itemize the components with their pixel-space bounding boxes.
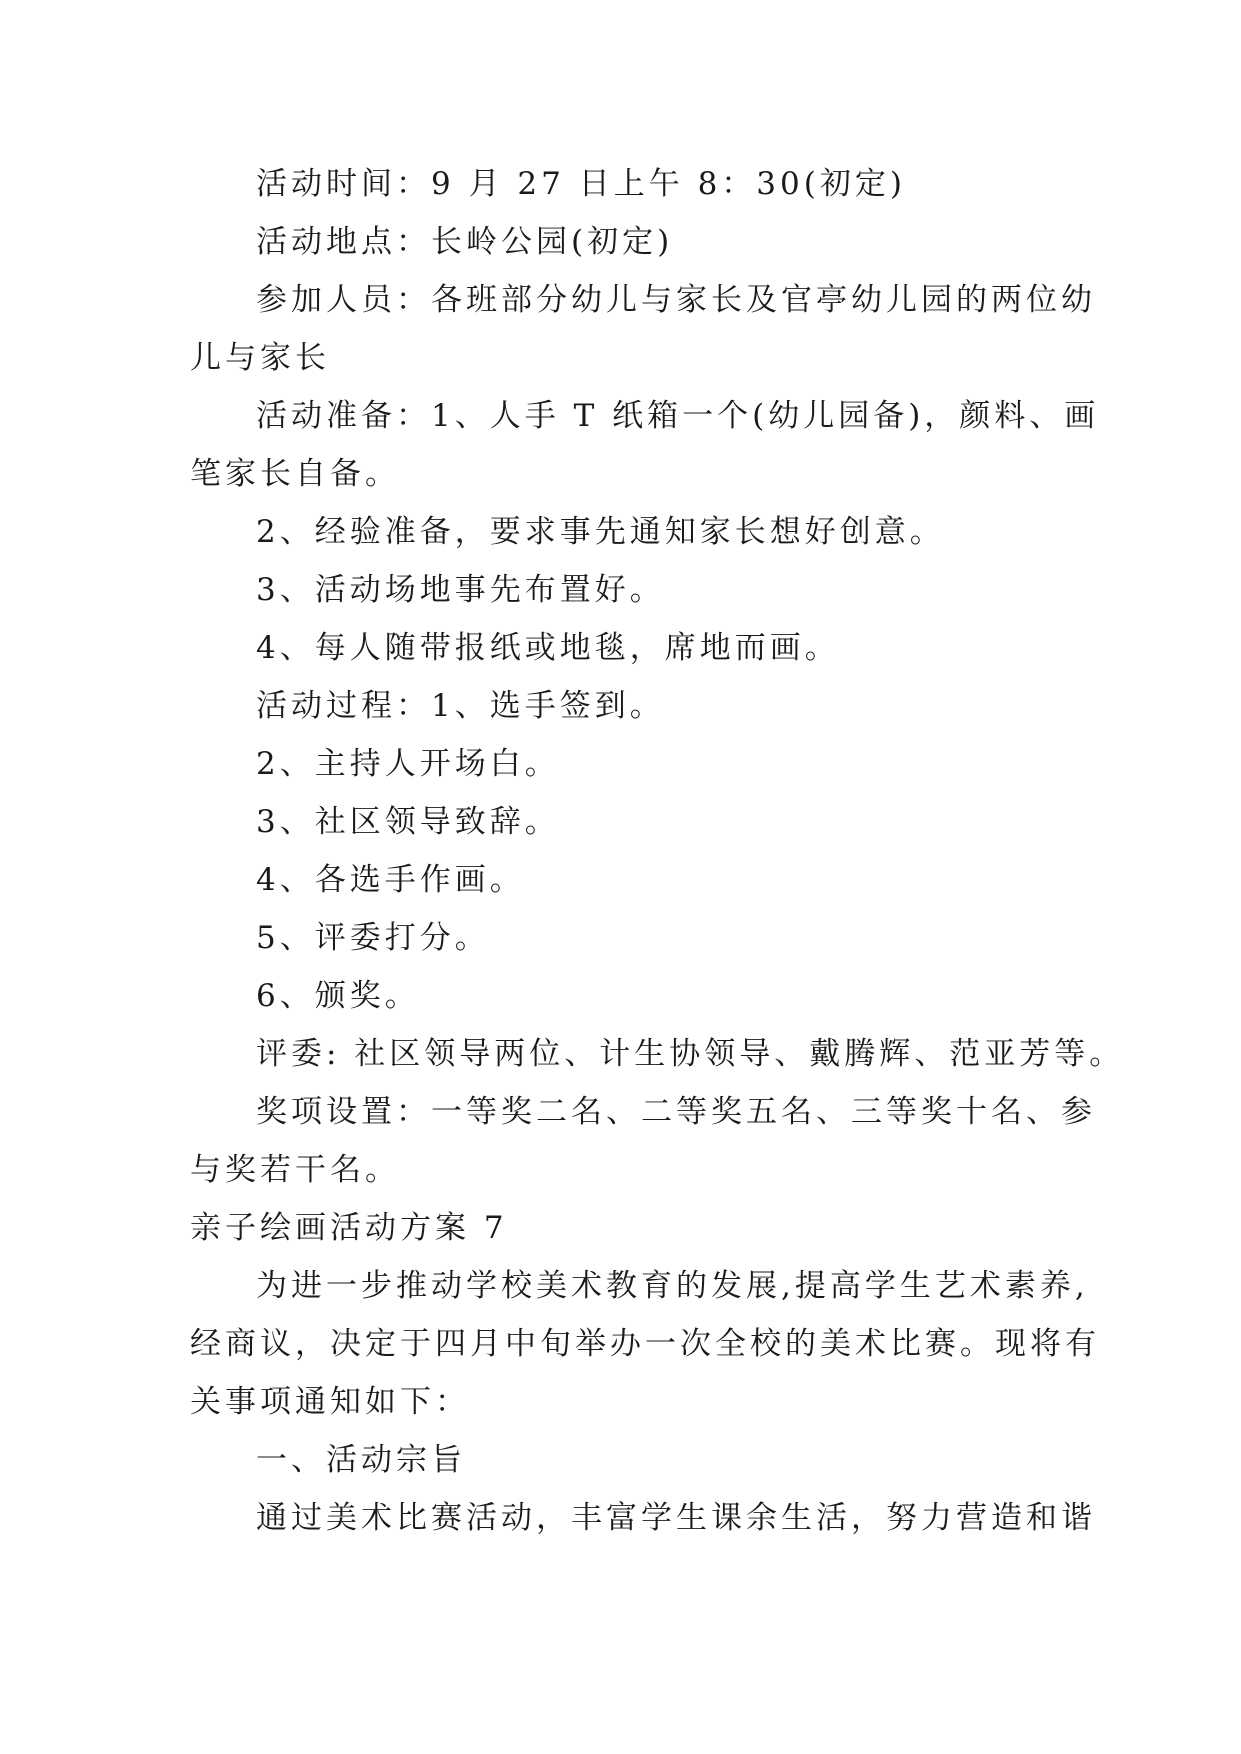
paragraph-line: 5、评委打分。 (256, 920, 490, 956)
paragraph-line: 活动过程：1、选手签到。 (256, 688, 665, 724)
document-body (190, 155, 1125, 1547)
paragraph-line: 活动准备：1、人手 T 纸箱一个(幼儿园备)，颜料、画 (256, 398, 1100, 434)
paragraph-line: 活动地点：长岭公园(初定) (256, 224, 674, 260)
paragraph-line: 奖项设置：一等奖二名、二等奖五名、三等奖十名、参 (256, 1094, 1096, 1130)
paragraph-line: 3、活动场地事先布置好。 (256, 572, 665, 608)
paragraph-line: 活动时间：9 月 27 日上午 8：30(初定) (256, 166, 906, 202)
paragraph-line: 2、经验准备，要求事先通知家长想好创意。 (256, 514, 945, 550)
paragraph-line: 3、社区领导致辞。 (256, 804, 560, 840)
paragraph-line: 评委: 社区领导两位、计生协领导、戴腾辉、范亚芳等。 (256, 1036, 1125, 1072)
paragraph-line: 与奖若干名。 (190, 1152, 400, 1188)
paragraph-line: 4、每人随带报纸或地毯，席地而画。 (256, 630, 840, 666)
paragraph-line: 参加人员：各班部分幼儿与家长及官亭幼儿园的两位幼 (256, 282, 1096, 318)
paragraph-line: 2、主持人开场白。 (256, 746, 560, 782)
paragraph-line: 一、活动宗旨 (256, 1442, 466, 1478)
paragraph-line: 为进一步推动学校美术教育的发展,提高学生艺术素养, (256, 1268, 1089, 1304)
paragraph-line: 通过美术比赛活动，丰富学生课余生活，努力营造和谐 (256, 1500, 1096, 1536)
section-heading: 亲子绘画活动方案 7 (190, 1210, 508, 1246)
paragraph-line: 6、颁奖。 (256, 978, 420, 1014)
paragraph-line: 儿与家长 (190, 340, 330, 376)
paragraph-line: 4、各选手作画。 (256, 862, 525, 898)
paragraph-line: 笔家长自备。 (190, 456, 400, 492)
paragraph-line: 经商议，决定于四月中旬举办一次全校的美术比赛。现将有 (190, 1326, 1100, 1362)
paragraph-line: 关事项通知如下： (190, 1384, 470, 1420)
